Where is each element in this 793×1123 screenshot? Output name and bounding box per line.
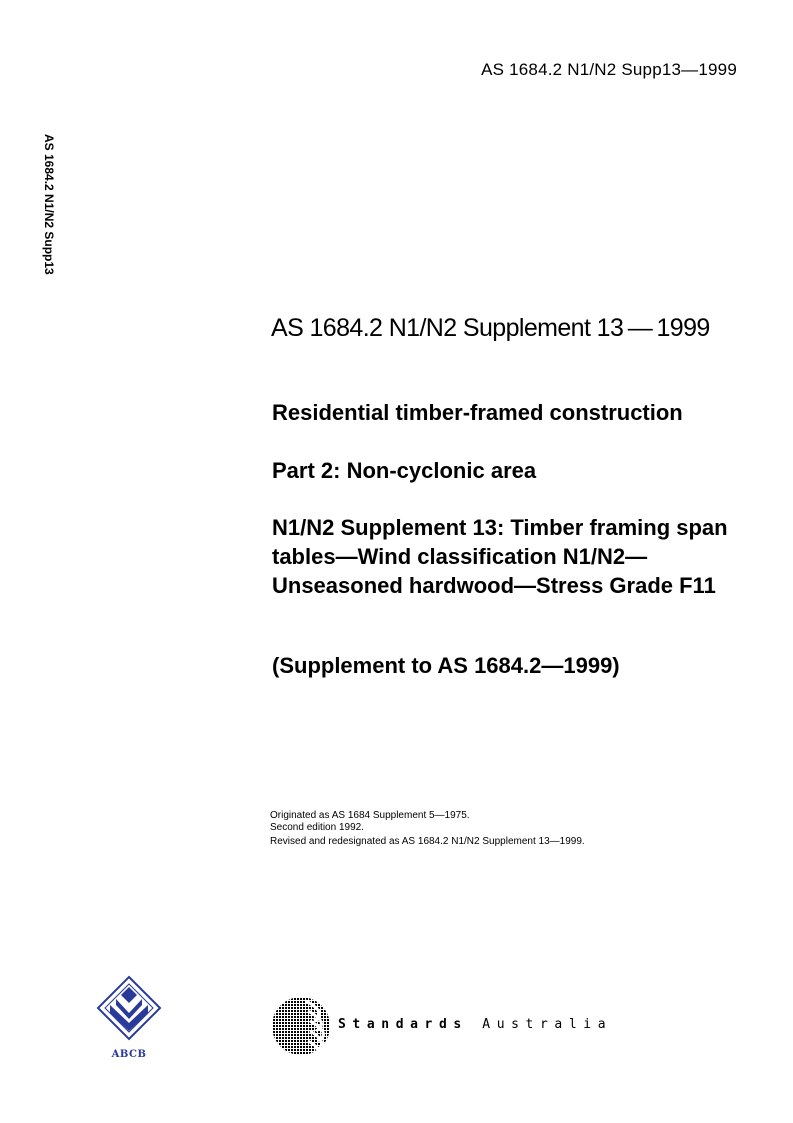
history-line: Second edition 1992. bbox=[270, 822, 364, 833]
standards-australia-wordmark bbox=[338, 1017, 612, 1032]
abcb-label: ABCB bbox=[111, 1049, 147, 1060]
publication-history bbox=[270, 810, 585, 848]
abcb-logo bbox=[96, 975, 162, 1065]
history-line: Originated as AS 1684 Supplement 5—1975. bbox=[270, 810, 470, 821]
document-designation: AS 1684.2 N1/N2 Supplement 13 — 1999 bbox=[271, 314, 710, 342]
standards-australia-logo bbox=[270, 995, 613, 1057]
spine-label bbox=[36, 134, 56, 294]
title-supplement-to: (Supplement to AS 1684.2—1999) bbox=[272, 653, 620, 678]
title-part: Part 2: Non-cyclonic area bbox=[272, 458, 537, 483]
title-supplement: N1/N2 Supplement 13: Timber framing span tables—Wind classification N1/N2—Unseasoned hardwood—Stress Grade F11 bbox=[272, 515, 728, 598]
title-main: Residential timber-framed construction bbox=[272, 400, 683, 425]
spine-text: AS 1684.2 N1/N2 Supp13 bbox=[42, 134, 56, 275]
header-standard-code: AS 1684.2 N1/N2 Supp13—1999 bbox=[481, 60, 737, 79]
wordmark-australia: Australia bbox=[482, 1017, 613, 1032]
standards-australia-globe-icon bbox=[270, 995, 334, 1057]
history-line: Revised and redesignated as AS 1684.2 N1/N2 Supplement 13—1999. bbox=[270, 836, 585, 847]
wordmark-standards: Standards bbox=[338, 1017, 468, 1032]
abcb-emblem-icon bbox=[96, 975, 162, 1049]
